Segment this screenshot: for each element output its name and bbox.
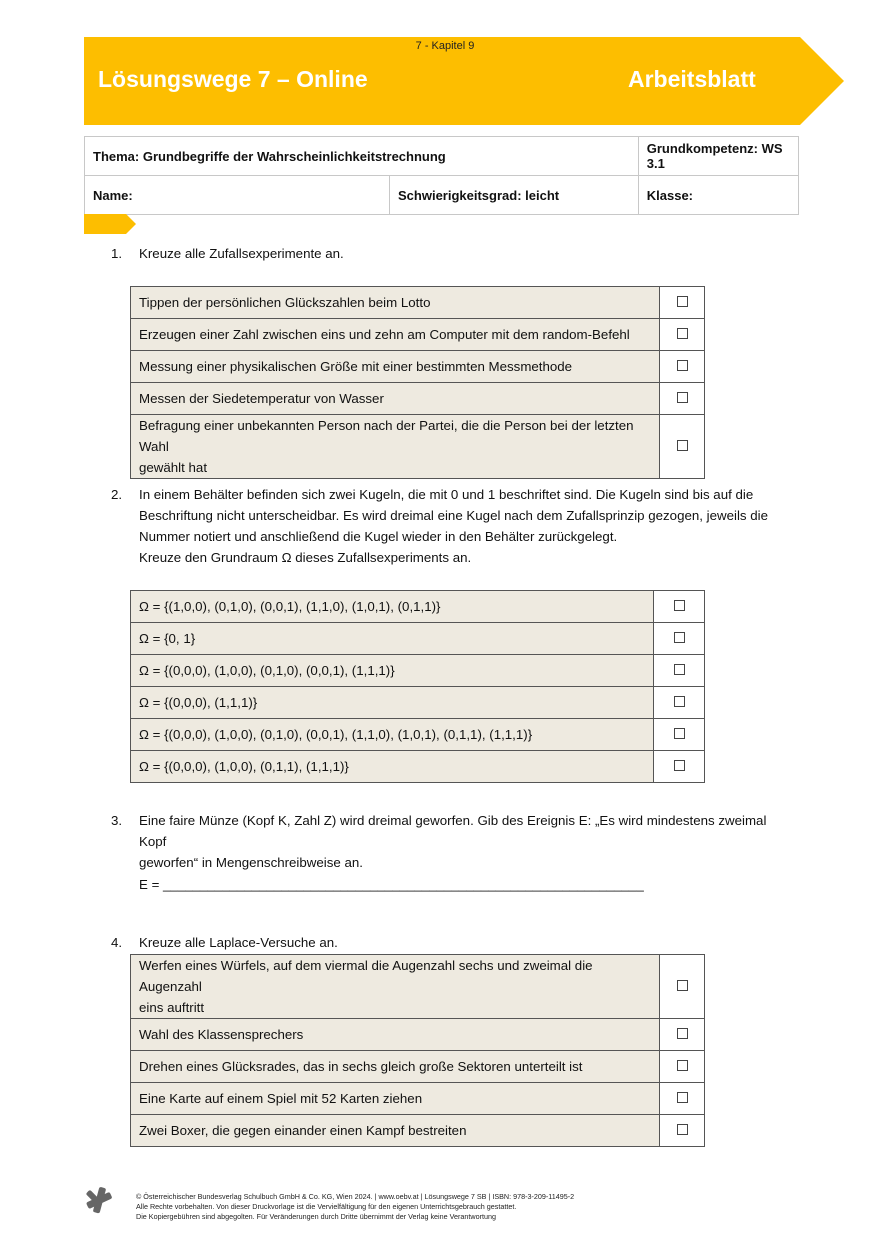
option-label: Tippen der persönlichen Glückszahlen beim Lotto — [131, 287, 660, 319]
option-row — [131, 383, 705, 415]
option-checkbox[interactable] — [660, 415, 705, 479]
answer-field[interactable] — [139, 874, 699, 895]
option-label: Messung einer physikalischen Größe mit einer bestimmten Messmethode — [131, 351, 660, 383]
class-cell[interactable] — [638, 176, 798, 215]
option-label: Ω = {(0,0,0), (1,0,0), (0,1,0), (0,0,1), (1,1,1)} — [131, 655, 654, 687]
footer-line: Die Kopiergebühren sind abgegolten. Für Veränderungen durch Dritte übernimmt der Verlag keine Verantwortung — [136, 1212, 496, 1221]
difficulty-cell — [390, 176, 639, 215]
checkbox-icon[interactable] — [674, 760, 685, 771]
option-row — [131, 591, 705, 623]
option-row — [131, 623, 705, 655]
question-text: Kreuze alle Zufallsexperimente an. — [139, 246, 344, 261]
footer-line: Alle Rechte vorbehalten. Von dieser Druckvorlage ist die Vervielfältigung für den eigenen Unterrichtsgebrauch gestattet. — [136, 1202, 517, 1211]
option-label: Ω = {(0,0,0), (1,0,0), (0,1,1), (1,1,1)} — [131, 751, 654, 783]
option-row — [131, 1051, 705, 1083]
q2-options-table — [130, 590, 705, 783]
option-label: Messen der Siedetemperatur von Wasser — [131, 383, 660, 415]
checkbox-icon[interactable] — [677, 1028, 688, 1039]
option-checkbox[interactable] — [654, 591, 705, 623]
option-checkbox[interactable] — [660, 1051, 705, 1083]
question-text: In einem Behälter befinden sich zwei Kugeln, die mit 0 und 1 beschriftet sind. Die Kugeln sind bis auf die Beschriftung nicht unterscheidbar. Es wird dreimal eine Kugel nach dem Zufallsprinzip gezogen, jeweils die Nummer notiert und anschließend die Kugel wieder in den Behälter zurückgelegt. Kreuze den Grundraum Ω dieses Zufallsexperiments an. — [139, 487, 768, 565]
option-checkbox[interactable] — [660, 1115, 705, 1147]
name-cell[interactable] — [85, 176, 390, 215]
option-label: Ω = {(0,0,0), (1,1,1)} — [131, 687, 654, 719]
option-checkbox[interactable] — [660, 351, 705, 383]
option-row — [131, 655, 705, 687]
option-checkbox[interactable] — [660, 1083, 705, 1115]
option-checkbox[interactable] — [660, 383, 705, 415]
option-checkbox[interactable] — [660, 955, 705, 1019]
topic-label: Thema: Grundbegriffe der Wahrscheinlichkeitstrechnung — [93, 148, 446, 164]
checkbox-icon[interactable] — [674, 696, 685, 707]
document-type: Arbeitsblatt — [628, 66, 756, 92]
option-checkbox[interactable] — [654, 719, 705, 751]
checkbox-icon[interactable] — [677, 328, 688, 339]
topic-cell — [85, 137, 639, 176]
option-row — [131, 1019, 705, 1051]
checkbox-icon[interactable] — [674, 664, 685, 675]
question-number: 4. — [111, 935, 123, 950]
option-checkbox[interactable] — [654, 623, 705, 655]
answer-label: E = — [139, 877, 164, 892]
checkbox-icon[interactable] — [674, 632, 685, 643]
question-text: Kreuze alle Laplace-Versuche an. — [139, 935, 338, 950]
option-checkbox[interactable] — [660, 319, 705, 351]
option-row — [131, 751, 705, 783]
option-row — [131, 687, 705, 719]
checkbox-icon[interactable] — [677, 440, 688, 451]
option-checkbox[interactable] — [660, 1019, 705, 1051]
footer-copyright — [136, 1192, 574, 1222]
option-row — [131, 351, 705, 383]
option-checkbox[interactable] — [660, 287, 705, 319]
option-label: Drehen eines Glücksrades, das in sechs gleich große Sektoren unterteilt ist — [131, 1051, 660, 1083]
question-2 — [111, 484, 791, 572]
option-label: Ω = {(0,0,0), (1,0,0), (0,1,0), (0,0,1), (1,1,0), (1,0,1), (0,1,1), (1,1,1)} — [131, 719, 654, 751]
option-checkbox[interactable] — [654, 687, 705, 719]
answer-line[interactable]: _________________________________________________________________ — [163, 877, 644, 892]
option-checkbox[interactable] — [654, 751, 705, 783]
section-tab-marker — [84, 214, 136, 239]
competence-label: Grundkompetenz: WS 3.1 — [646, 141, 783, 171]
checkbox-icon[interactable] — [677, 392, 688, 403]
question-number: 3. — [111, 813, 123, 828]
checkbox-icon[interactable] — [674, 600, 685, 611]
checkbox-icon[interactable] — [674, 728, 685, 739]
footer-line: © Österreichischer Bundesverlag Schulbuch GmbH & Co. KG, Wien 2024. | www.oebv.at | Lösungswege 7 SB | ISBN: 978-3-209-11495-2 — [136, 1192, 575, 1201]
chapter-label: 7 - Kapitel 9 — [415, 40, 475, 52]
page-title: Lösungswege 7 – Online — [98, 66, 368, 92]
checkbox-icon[interactable] — [677, 296, 688, 307]
question-3 — [111, 810, 791, 870]
option-label: Befragung einer unbekannten Person nach der Partei, die die Person bei der letzten Wahl gewählt hat — [131, 415, 660, 479]
option-label: Ω = {(1,0,0), (0,1,0), (0,0,1), (1,1,0), (1,0,1), (0,1,1)} — [131, 591, 654, 623]
option-row — [131, 1115, 705, 1147]
class-label: Klasse: — [646, 187, 694, 203]
question-number: 2. — [111, 487, 123, 502]
checkbox-icon[interactable] — [677, 360, 688, 371]
publisher-logo-icon — [84, 1185, 114, 1220]
option-label: Erzeugen einer Zahl zwischen eins und zehn am Computer mit dem random-Befehl — [131, 319, 660, 351]
difficulty-label: Schwierigkeitsgrad: leicht — [398, 187, 560, 203]
question-number: 1. — [111, 246, 123, 261]
option-row — [131, 1083, 705, 1115]
q4-options-table — [130, 954, 705, 1147]
option-row — [131, 719, 705, 751]
checkbox-icon[interactable] — [677, 1092, 688, 1103]
option-label: Ω = {0, 1} — [131, 623, 654, 655]
option-label: Wahl des Klassensprechers — [131, 1019, 660, 1051]
question-text: Eine faire Münze (Kopf K, Zahl Z) wird dreimal geworfen. Gib des Ereignis E: „Es wird mindestens zweimal Kopf geworfen“ in Mengenschreibweise an. — [139, 813, 767, 870]
option-label: Zwei Boxer, die gegen einander einen Kampf bestreiten — [131, 1115, 660, 1147]
q1-options-table — [130, 286, 705, 479]
checkbox-icon[interactable] — [677, 980, 688, 991]
name-label: Name: — [93, 187, 133, 203]
option-label: Werfen eines Würfels, auf dem viermal die Augenzahl sechs und zweimal die Augenzahl eins auftritt — [131, 955, 660, 1019]
checkbox-icon[interactable] — [677, 1124, 688, 1135]
option-row — [131, 319, 705, 351]
option-row — [131, 415, 705, 479]
option-checkbox[interactable] — [654, 655, 705, 687]
info-table — [84, 136, 799, 215]
checkbox-icon[interactable] — [677, 1060, 688, 1071]
option-label: Eine Karte auf einem Spiel mit 52 Karten ziehen — [131, 1083, 660, 1115]
competence-cell — [638, 137, 798, 176]
option-row — [131, 287, 705, 319]
option-row — [131, 955, 705, 1019]
